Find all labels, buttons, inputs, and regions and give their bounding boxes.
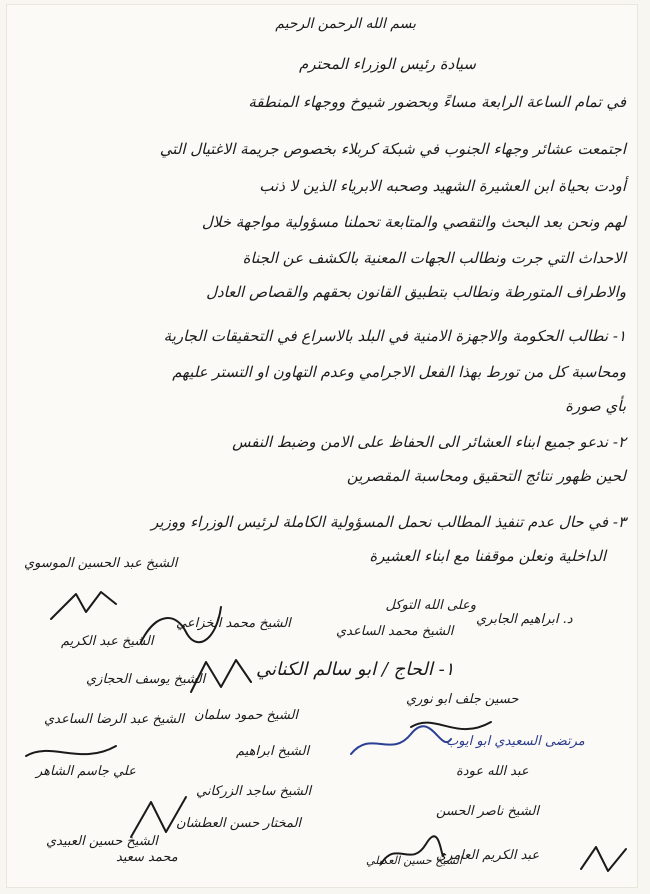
signature-scribble-8 xyxy=(576,839,636,879)
signature-19: محمد سعيد xyxy=(116,850,178,865)
recipient-line: سيادة رئيس الوزراء المحترم xyxy=(299,55,476,73)
signature-21: الشيخ حسين العكيلي xyxy=(366,854,462,867)
letter-page xyxy=(6,4,638,888)
signature-18: المختار حسن العطشان xyxy=(176,816,302,831)
paragraph-line-4: الاحداث التي جرت ونطالب الجهات المعنية بالكشف عن الجناة xyxy=(242,249,626,267)
signature-20: عبد الكريم العامري xyxy=(436,848,540,863)
signature-11: مرتضى السعيدي ابو ايوب xyxy=(446,734,585,749)
signature-10: الشيخ حمود سلمان xyxy=(194,708,299,723)
paragraph-line-1: اجتمعت عشائر وجهاء الجنوب في شبكة كربلاء بخصوص جريمة الاغتيال التي xyxy=(159,140,626,158)
signature-6: الشيخ عبد الكريم xyxy=(61,634,154,649)
signature-17: الشيخ حسين العبيدي xyxy=(46,834,158,849)
closing-line: وعلى الله التوكل xyxy=(385,598,476,613)
signature-4: الشيخ محمد الخزاعي xyxy=(176,616,291,631)
signature-13: عبد الله عودة xyxy=(456,764,529,779)
signature-15: علي جاسم الشاهر xyxy=(36,764,136,779)
signature-5: ١- الحاج / ابو سالم الكناني xyxy=(256,659,455,680)
signature-16: الشيخ ساجد الزركاني xyxy=(196,784,312,799)
signature-8: الشيخ عبد الرضا الساعدي xyxy=(44,712,185,727)
signature-3: الشيخ محمد الساعدي xyxy=(336,624,454,639)
signature-12: الشيخ ابراهيم xyxy=(236,744,310,759)
signature-scribble-1 xyxy=(46,584,126,624)
item-1-line-1: ١- نطالب الحكومة والاجهزة الامنية في البلد بالاسراع في التحقيقات الجارية xyxy=(163,327,626,345)
signature-scribble-6 xyxy=(126,792,196,842)
basmala: بسم الله الرحمن الرحيم xyxy=(275,16,416,32)
signature-scribble-7 xyxy=(376,834,446,874)
item-1-line-2: ومحاسبة كل من تورط بهذا الفعل الاجرامي وعدم التهاون او التستر عليهم xyxy=(172,363,626,381)
signature-1: الشيخ عبد الحسين الموسوي xyxy=(24,556,178,571)
signature-scribble-9 xyxy=(406,712,496,742)
signature-9: حسين جلف ابو نوري xyxy=(406,692,519,707)
paragraph-line-2: أودت بحياة ابن العشيرة الشهيد وصحبه الابرياء الذين لا ذنب xyxy=(259,177,626,195)
signature-7: الشيخ يوسف الحجازي xyxy=(86,672,206,687)
paragraph-line-5: والاطراف المتورطة ونطالب بتطبيق القانون بحقهم والقصاص العادل xyxy=(206,283,626,301)
signature-scribble-4 xyxy=(21,736,121,766)
item-3-line-2: الداخلية ونعلن موقفنا مع ابناء العشيرة xyxy=(369,547,606,565)
item-2-line-1: ٢- ندعو جميع ابناء العشائر الى الحفاظ على الامن وضبط النفس xyxy=(232,433,626,451)
signature-2: د. ابراهيم الجابري xyxy=(476,612,573,627)
paragraph-line-3: لهم ونحن بعد البحث والتقصي والمتابعة تحملنا مسؤولية مواجهة خلال xyxy=(201,213,626,231)
signature-scribble-3 xyxy=(186,652,256,697)
intro-line: في تمام الساعة الرابعة مساءً وبحضور شيوخ ووجهاء المنطقة xyxy=(248,93,626,111)
item-3-line-1: ٣- في حال عدم تنفيذ المطالب نحمل المسؤولية الكاملة لرئيس الوزراء ووزير xyxy=(151,513,626,531)
item-1-line-3: بأي صورة xyxy=(565,397,626,415)
item-2-line-2: لحين ظهور نتائج التحقيق ومحاسبة المقصرين xyxy=(346,467,626,485)
signature-scribble-2 xyxy=(136,602,226,652)
signature-14: الشيخ ناصر الحسن xyxy=(436,804,539,819)
